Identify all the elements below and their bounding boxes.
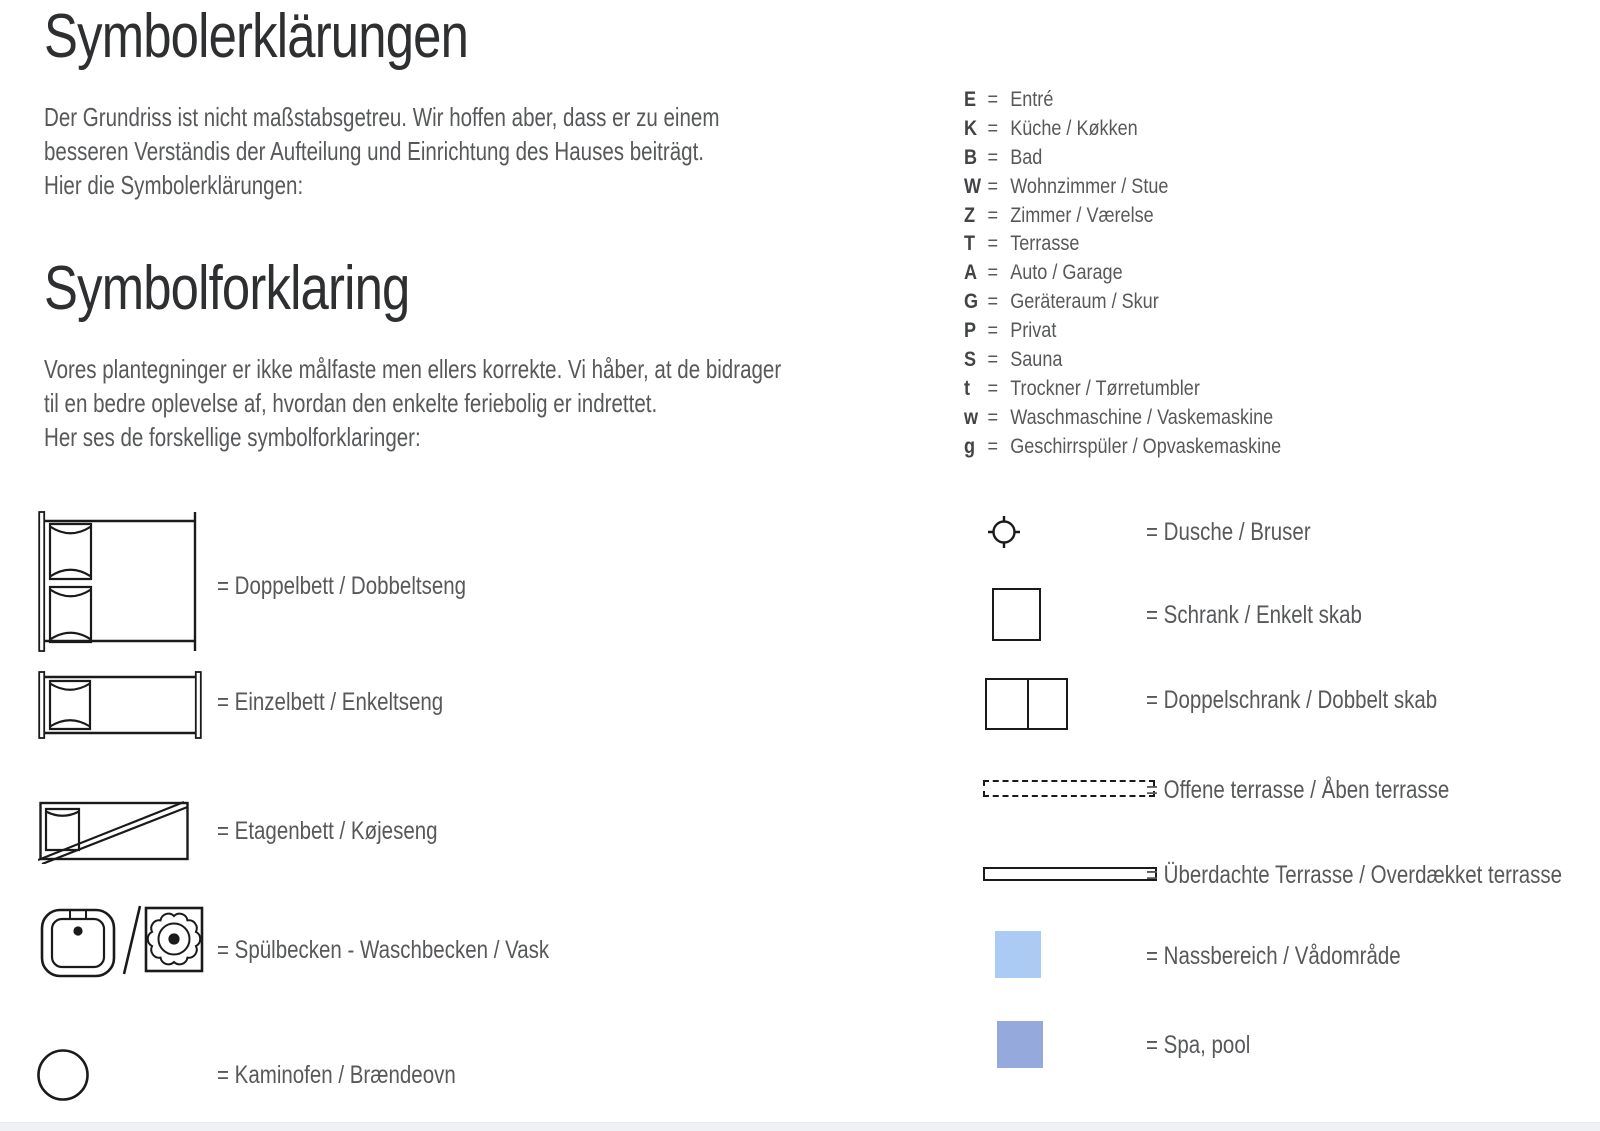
letter-label: Entré xyxy=(1010,87,1054,111)
letter-legend-row xyxy=(964,345,1281,374)
letter-key: P xyxy=(964,318,977,343)
legend-label: = Nassbereich / Vådområde xyxy=(1146,942,1401,970)
letter-legend-row xyxy=(964,287,1281,316)
intro-german-line: besseren Verständis der Aufteilung und Einrichtung des Hauses beiträgt. xyxy=(44,136,704,166)
legend-label: = Doppelschrank / Dobbelt skab xyxy=(1146,686,1438,714)
letter-label: Waschmaschine / Vaskemaskine xyxy=(1010,404,1274,429)
covered-terrace-icon xyxy=(983,867,1157,881)
wood-stove-icon xyxy=(36,1046,92,1106)
letter-legend-row xyxy=(964,201,1281,230)
letter-key: w xyxy=(964,404,979,429)
letter-legend-row xyxy=(964,374,1281,403)
legend-label: = Schrank / Enkelt skab xyxy=(1146,601,1362,629)
equals-sign: = xyxy=(987,433,999,458)
letter-key: g xyxy=(964,433,976,458)
intro-german-line: Hier die Symbolerklärungen: xyxy=(44,170,304,200)
intro-danish-line: Her ses de forskellige symbolforklaringer: xyxy=(44,422,421,452)
page-bottom-band xyxy=(0,1122,1600,1131)
equals-sign: = xyxy=(987,115,999,140)
letter-key: B xyxy=(964,144,978,169)
letter-label: Sauna xyxy=(1010,347,1063,372)
legend-label: = Spa, pool xyxy=(1146,1031,1251,1059)
legend-label: = Dusche / Bruser xyxy=(1146,518,1311,546)
letter-legend-row xyxy=(964,403,1281,432)
letter-label: Küche / Køkken xyxy=(1010,115,1138,140)
letter-label: Terrasse xyxy=(1010,231,1080,256)
equals-sign: = xyxy=(987,173,999,198)
equals-sign: = xyxy=(987,347,999,372)
letter-label: Geräteraum / Skur xyxy=(1010,289,1159,314)
room-letter-legend xyxy=(964,85,1281,461)
letter-legend-row xyxy=(964,432,1281,461)
letter-legend-row xyxy=(964,85,1281,114)
wardrobe-divider xyxy=(1027,680,1029,728)
letter-label: Zimmer / Værelse xyxy=(1010,202,1154,227)
letter-key: G xyxy=(964,289,979,314)
wet-area-swatch xyxy=(995,931,1041,978)
letter-key: S xyxy=(964,347,977,372)
letter-label: Auto / Garage xyxy=(1010,260,1123,285)
legend-label: = Spülbecken - Waschbecken / Vask xyxy=(217,936,550,964)
double-wardrobe-icon xyxy=(985,678,1068,730)
equals-sign: = xyxy=(987,144,999,169)
equals-sign: = xyxy=(987,87,999,111)
equals-sign: = xyxy=(987,260,999,285)
spa-pool-swatch xyxy=(997,1021,1043,1068)
intro-german xyxy=(44,100,719,202)
single-wardrobe-icon xyxy=(992,588,1041,641)
letter-legend-row xyxy=(964,316,1281,345)
letter-legend-row xyxy=(964,229,1281,258)
letter-label: Privat xyxy=(1010,318,1057,343)
intro-german-line: Der Grundriss ist nicht maßstabsgetreu. Wir hoffen aber, dass er zu einem xyxy=(44,102,720,132)
equals-sign: = xyxy=(987,231,999,256)
letter-key: E xyxy=(964,87,977,111)
double-bed-icon xyxy=(38,511,198,652)
intro-danish-line: Vores plantegninger er ikke målfaste men ellers korrekte. Vi håber, at de bidrager xyxy=(44,354,782,384)
letter-key: A xyxy=(964,260,978,285)
equals-sign: = xyxy=(987,318,999,343)
letter-key: W xyxy=(964,173,982,198)
page-title-german: Symbolerklärungen xyxy=(44,2,469,71)
letter-label: Bad xyxy=(1010,144,1043,169)
equals-sign: = xyxy=(987,375,999,400)
letter-legend-row xyxy=(964,114,1281,143)
legend-label: = Einzelbett / Enkeltseng xyxy=(217,688,444,716)
letter-label: Geschirrspüler / Opvaskemaskine xyxy=(1010,433,1282,458)
page-title-danish: Symbolforklaring xyxy=(44,254,410,323)
open-terrace-icon xyxy=(983,780,1155,797)
legend-label: = Kaminofen / Brændeovn xyxy=(217,1061,456,1089)
legend-label: = Überdachte Terrasse / Overdækket terrasse xyxy=(1146,861,1563,889)
equals-sign: = xyxy=(987,289,999,314)
letter-label: Trockner / Tørretumbler xyxy=(1010,375,1200,400)
letter-key: T xyxy=(964,231,976,256)
letter-label: Wohnzimmer / Stue xyxy=(1010,173,1169,198)
legend-label: = Doppelbett / Dobbeltseng xyxy=(217,572,467,600)
letter-key: K xyxy=(964,115,978,140)
sink-washbasin-icon xyxy=(40,900,204,982)
legend-label: = Etagenbett / Køjeseng xyxy=(217,817,438,845)
letter-key: Z xyxy=(964,202,976,227)
intro-danish-line: til en bedre oplevelse af, hvordan den enkelte feriebolig er indrettet. xyxy=(44,388,658,418)
single-bed-icon xyxy=(38,671,202,739)
equals-sign: = xyxy=(987,404,999,429)
legend-label: = Offene terrasse / Åben terrasse xyxy=(1146,776,1450,804)
shower-icon xyxy=(987,515,1021,549)
intro-danish xyxy=(44,352,781,454)
equals-sign: = xyxy=(987,202,999,227)
letter-legend-row xyxy=(964,172,1281,201)
letter-legend-row xyxy=(964,258,1281,287)
letter-legend-row xyxy=(964,143,1281,172)
bunk-bed-icon xyxy=(38,798,190,864)
letter-key: t xyxy=(964,375,971,400)
